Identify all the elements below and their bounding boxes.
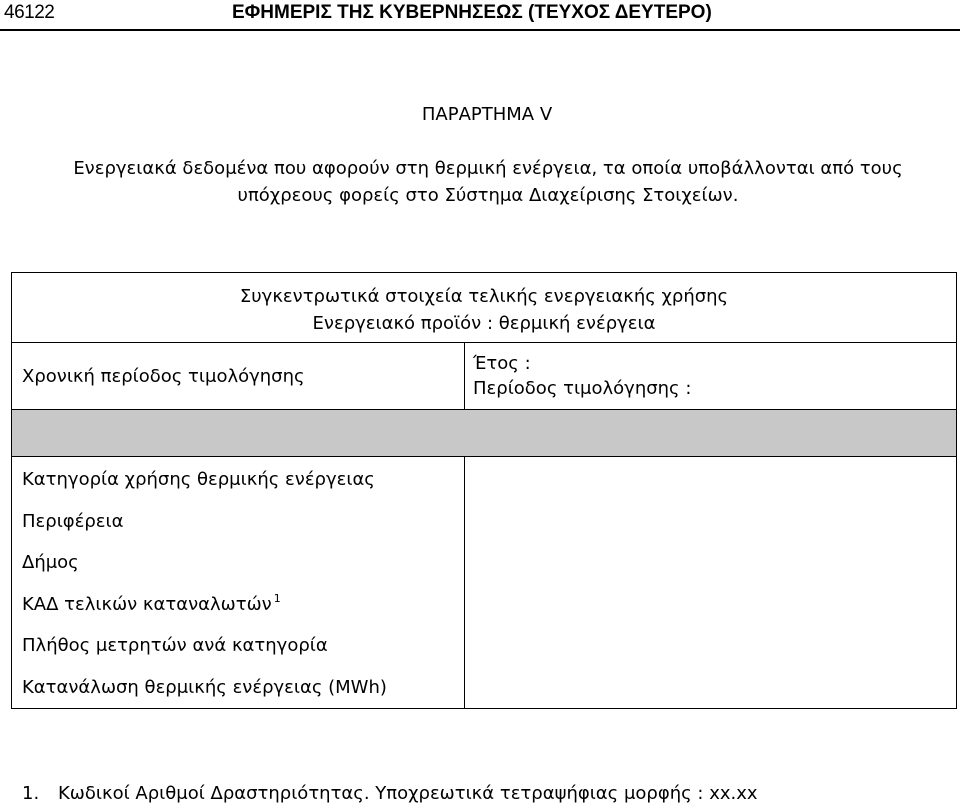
summary-cell — [12, 273, 957, 343]
year-label: Έτος : — [473, 353, 531, 374]
separator-row — [12, 410, 957, 457]
field-consumption: Κατανάλωση θερμικής ενέργειας (MWh) — [22, 676, 387, 698]
energy-product: Ενεργειακό προϊόν : θερμική ενέργεια — [312, 313, 656, 334]
billing-period-label: Περίοδος τιμολόγησης : — [473, 378, 692, 399]
page-header — [0, 0, 960, 30]
period-label: Χρονική περίοδος τιμολόγησης — [22, 365, 305, 387]
page-number: 46122 — [4, 2, 55, 23]
summary-row — [12, 273, 957, 343]
intro-line-1: Ενεργειακά δεδομένα που αφορούν στη θερμική ενέργεια, τα οποία υποβάλλονται από τους — [73, 158, 903, 179]
gray-separator-cell — [12, 410, 957, 457]
intro-line-2: υπόχρεους φορείς στο Σύστημα Διαχείρισης Στοιχείων. — [237, 185, 739, 206]
field-municipality: Δήμος — [22, 552, 79, 573]
period-values-cell — [465, 343, 957, 410]
gazette-title: ΕΦΗΜΕΡΙΣ ΤΗΣ ΚΥΒΕΡΝΗΣΕΩΣ (ΤΕΥΧΟΣ ΔΕΥΤΕΡΟ) — [232, 2, 712, 23]
footnote-text: Κωδικοί Αριθμοί Δραστηριότητας. Υποχρεωτικά τετραψήφιας μορφής : xx.xx — [58, 783, 758, 804]
footnote-number: 1. — [22, 783, 40, 804]
fields-value-cell — [465, 457, 957, 709]
header-rule — [0, 29, 960, 31]
field-usage-category: Κατηγορία χρήσης θερμικής ενέργειας — [22, 469, 375, 490]
fields-label-cell — [12, 457, 465, 709]
period-row — [12, 343, 957, 410]
annex-intro — [28, 155, 948, 209]
field-kad-codes: ΚΑΔ τελικών καταναλωτών $^1$ — [22, 591, 281, 615]
energy-data-table — [11, 272, 957, 709]
field-region: Περιφέρεια — [22, 510, 124, 532]
period-label-cell — [12, 343, 465, 410]
fields-row — [12, 457, 957, 709]
annex-title: ΠΑΡΑΡΤΗΜΑ V — [421, 104, 553, 125]
field-meter-count: Πλήθος μετρητών ανά κατηγορία — [22, 635, 328, 656]
summary-title: Συγκεντρωτικά στοιχεία τελικής ενεργειακής χρήσης — [239, 286, 729, 307]
footnote-reference: 1 — [273, 591, 281, 605]
footnote — [22, 783, 758, 804]
